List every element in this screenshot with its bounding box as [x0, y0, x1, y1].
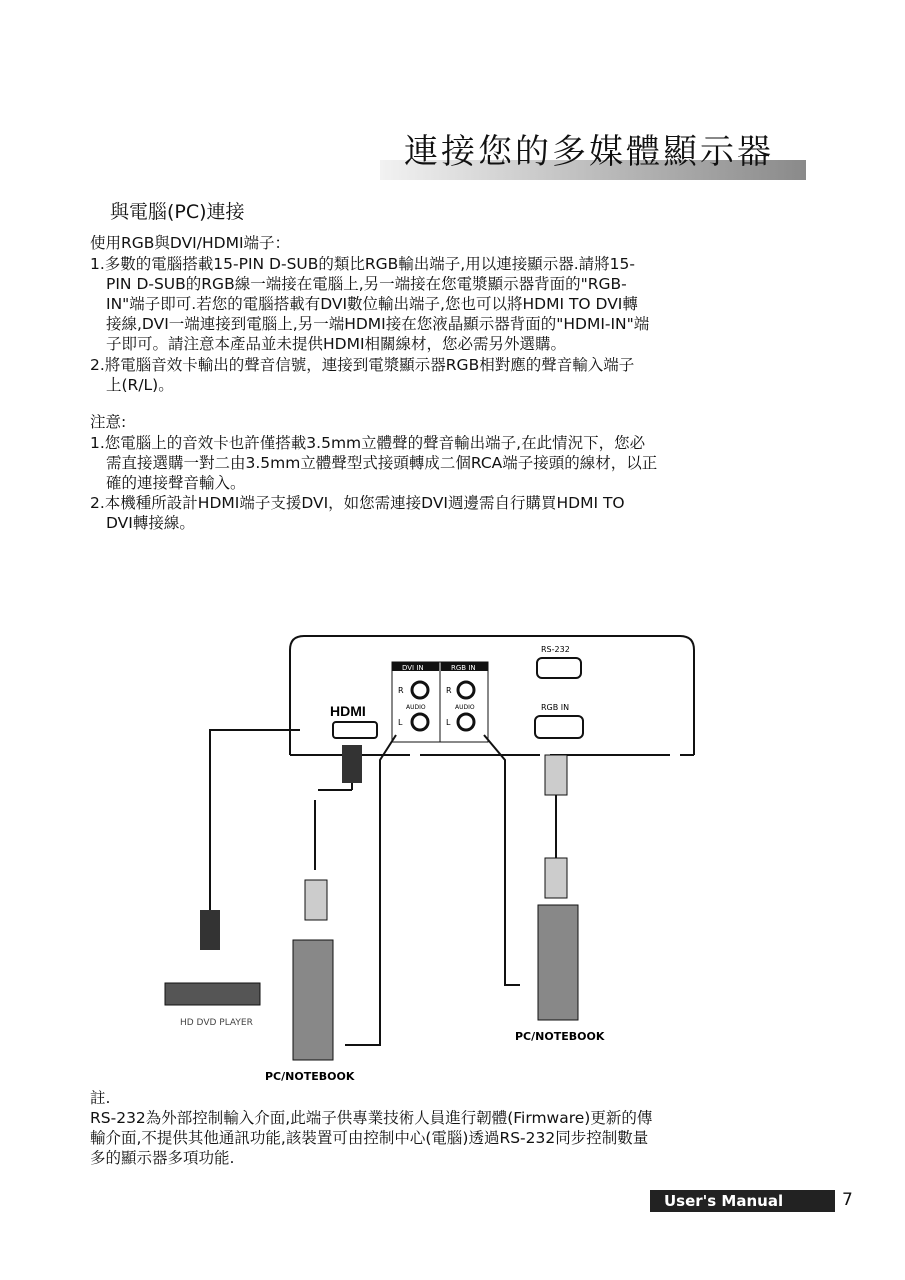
- notes-line: 1.您電腦上的音效卡也許僅搭載3.5mm立體聲的聲音輸出端子,在此情況下，您必: [90, 434, 646, 452]
- intro-line: 2.將電腦音效卡輸出的聲音信號，連接到電漿顯示器RGB相對應的聲音輸入端子: [90, 356, 635, 374]
- diagram-shape: [210, 730, 556, 1045]
- footer-manual-label: User's Manual: [650, 1190, 835, 1212]
- hdmi-port: [333, 722, 377, 738]
- rs232-port: [537, 658, 581, 678]
- dvd-player-icon: [165, 983, 260, 1005]
- rgb-in-label: RGB IN: [541, 703, 570, 712]
- intro-heading: 使用RGB與DVI/HDMI端子：: [90, 234, 291, 252]
- notes-heading: 注意:: [90, 413, 127, 431]
- hdmi-logo: HDMI: [330, 703, 366, 719]
- diagram-shape: [305, 880, 327, 920]
- rs232-label: RS-232: [541, 645, 570, 654]
- dvd-player-label: HD DVD PLAYER: [180, 1018, 253, 1028]
- diagram-label: AUDIO: [406, 704, 426, 711]
- footnote-line: 多的顯示器多項功能.: [90, 1149, 235, 1167]
- diagram-shape: [315, 790, 352, 870]
- notes-line: 2.本機種所設計HDMI端子支援DVI，如您需連接DVI週邊需自行購買HDMI TO: [90, 494, 625, 512]
- diagram-label: L: [398, 718, 403, 727]
- diagram-label: R: [398, 686, 404, 695]
- notes-line: 確的連接聲音輸入。: [106, 474, 246, 492]
- pc-left-label: PC/NOTEBOOK: [265, 1070, 355, 1083]
- diagram-shape: [200, 910, 220, 950]
- diagram-shape: [210, 730, 300, 910]
- diagram-label: AUDIO: [455, 704, 475, 711]
- dvi-audio-l-jack: [412, 714, 428, 730]
- notes-line: DVI轉接線。: [106, 514, 195, 532]
- pc-right-label: PC/NOTEBOOK: [515, 1030, 605, 1043]
- intro-line: 接線,DVI一端連接到電腦上,另一端HDMI接在您液晶顯示器背面的"HDMI-IN"端: [106, 315, 650, 333]
- rgb-audio-r-jack: [458, 682, 474, 698]
- intro-line: 1.多數的電腦搭載15-PIN D-SUB的類比RGB輸出端子,用以連接顯示器.請將15-: [90, 255, 635, 273]
- pc-tower-left-icon: [293, 940, 333, 1060]
- diagram-label: R: [446, 686, 452, 695]
- footnote-line: 輸介面,不提供其他通訊功能,該裝置可由控制中心(電腦)透過RS-232同步控制數量: [90, 1129, 649, 1147]
- pc-tower-right-icon: [538, 905, 578, 1020]
- footnote-line: RS-232為外部控制輸入介面,此端子供專業技術人員進行韌體(Firmware)更新的傳: [90, 1109, 653, 1127]
- page-number: 7: [842, 1190, 853, 1210]
- intro-line: 上(R/L)。: [106, 376, 174, 394]
- notes-line: 需直接選購一對二由3.5mm立體聲型式接頭轉成二個RCA端子接頭的線材，以正: [106, 454, 658, 472]
- intro-line: 子即可。請注意本產品並未提供HDMI相關線材，您必需另外選購。: [106, 335, 567, 353]
- page-title: 連接您的多媒體顯示器: [404, 132, 774, 172]
- rgb-in-port: [535, 716, 583, 738]
- rgb-audio-l-jack: [458, 714, 474, 730]
- intro-line: PIN D-SUB的RGB線一端接在電腦上,另一端接在您電漿顯示器背面的"RGB-: [106, 275, 627, 293]
- dvi-in-label: DVI IN: [402, 664, 424, 672]
- diagram-shape: [342, 745, 362, 783]
- diagram-shape: [484, 735, 520, 985]
- diagram-label: L: [446, 718, 451, 727]
- dvi-audio-r-jack: [412, 682, 428, 698]
- diagram-shape: [545, 755, 567, 795]
- rgb-in-audio-label: RGB IN: [451, 664, 476, 672]
- intro-line: IN"端子即可.若您的電腦搭載有DVI數位輸出端子,您也可以將HDMI TO DVI轉: [106, 295, 638, 313]
- section-title: 與電腦(PC)連接: [110, 201, 245, 223]
- diagram-shape: [545, 858, 567, 898]
- footnote-heading: 註.: [90, 1089, 111, 1107]
